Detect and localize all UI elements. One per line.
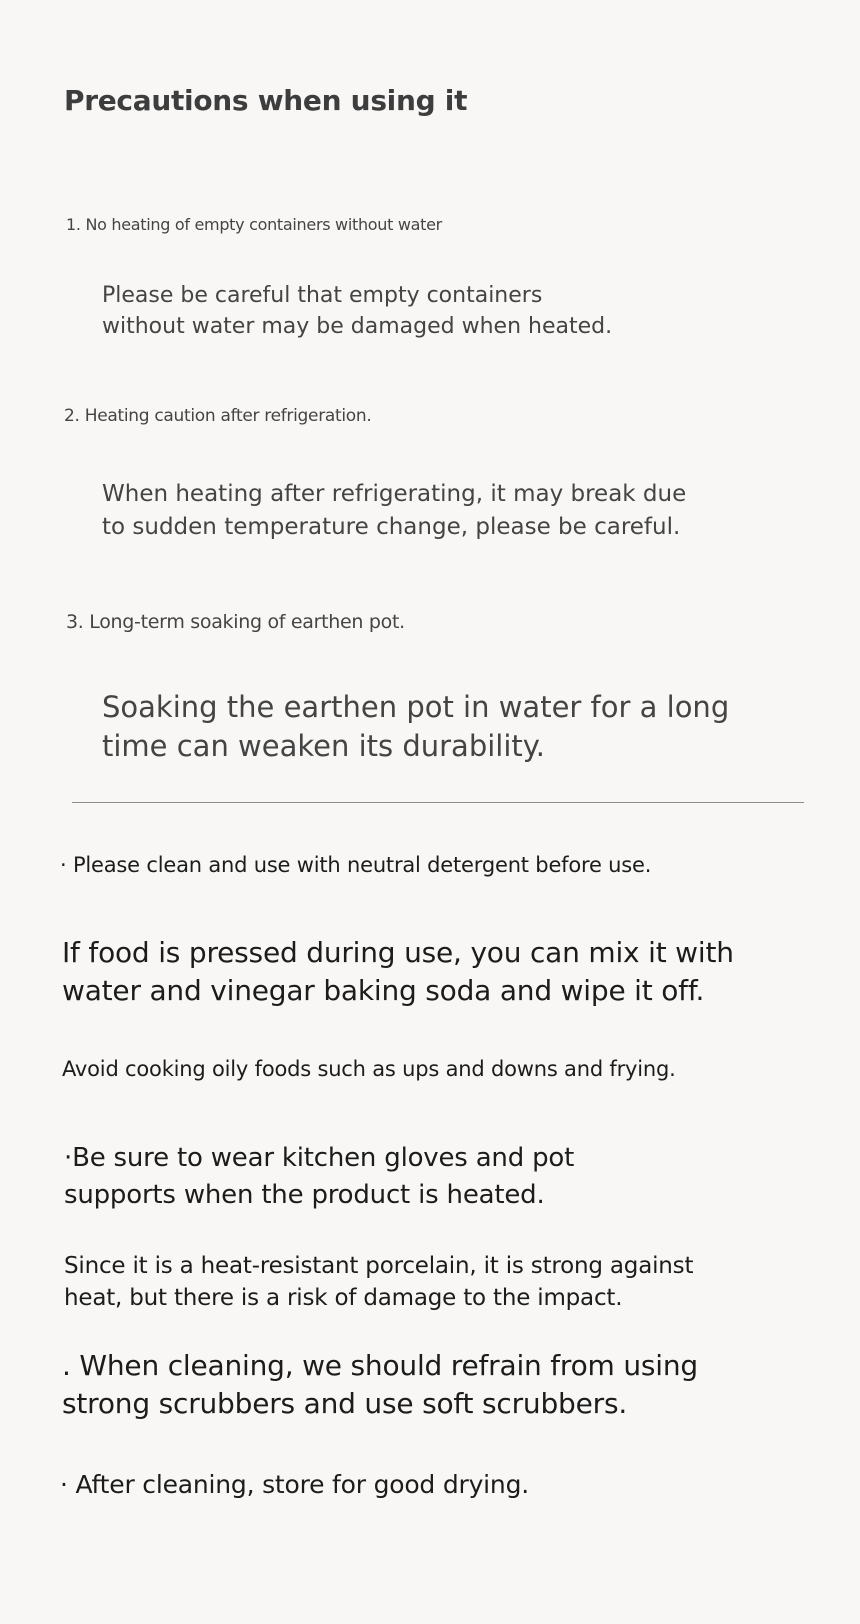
care-note-1 [60,853,651,877]
care-note-2-line-1: If food is pressed during use, you can mix it with [62,936,734,969]
care-note-6-line-1: . When cleaning, we should refrain from using [62,1349,698,1382]
care-note-3-line-1: Avoid cooking oily foods such as ups and downs and frying. [62,1057,676,1081]
care-note-5-line-2: heat, but there is a risk of damage to the impact. [64,1285,623,1311]
care-note-5 [64,1250,693,1314]
care-note-7 [60,1470,529,1499]
section-divider [72,802,804,803]
care-note-4 [64,1140,574,1214]
precaution-heading-2: 2. Heating caution after refrigeration. [64,406,372,426]
precaution-body-1-line-1: Please be careful that empty containers [102,283,543,308]
care-note-4-line-1: ·Be sure to wear kitchen gloves and pot [64,1143,575,1173]
page-title: Precautions when using it [64,84,468,117]
precaution-body-2-line-2: to sudden temperature change, please be careful. [102,514,681,540]
precaution-heading-1: 1. No heating of empty containers without water [66,215,442,234]
care-note-5-line-1: Since it is a heat-resistant porcelain, it is strong against [64,1253,694,1279]
care-note-4-line-2: supports when the product is heated. [64,1180,545,1210]
care-note-3 [62,1057,676,1081]
precaution-heading-3: 3. Long-term soaking of earthen pot. [66,611,405,633]
precaution-body-2-line-1: When heating after refrigerating, it may break due [102,481,687,507]
precaution-body-2 [102,478,686,544]
precaution-body-3-line-2: time can weaken its durability. [102,729,546,763]
precaution-body-3 [102,688,729,766]
care-note-2 [62,934,734,1010]
precaution-body-3-line-1: Soaking the earthen pot in water for a long [102,690,730,724]
care-note-6-line-2: strong scrubbers and use soft scrubbers. [62,1387,628,1420]
care-note-2-line-2: water and vinegar baking soda and wipe it off. [62,974,705,1007]
care-note-7-line-1: · After cleaning, store for good drying. [60,1470,529,1499]
precaution-body-1 [102,280,612,342]
care-note-1-line-1: · Please clean and use with neutral detergent before use. [60,853,652,877]
precaution-body-1-line-2: without water may be damaged when heated. [102,314,613,339]
care-note-6 [62,1347,698,1423]
